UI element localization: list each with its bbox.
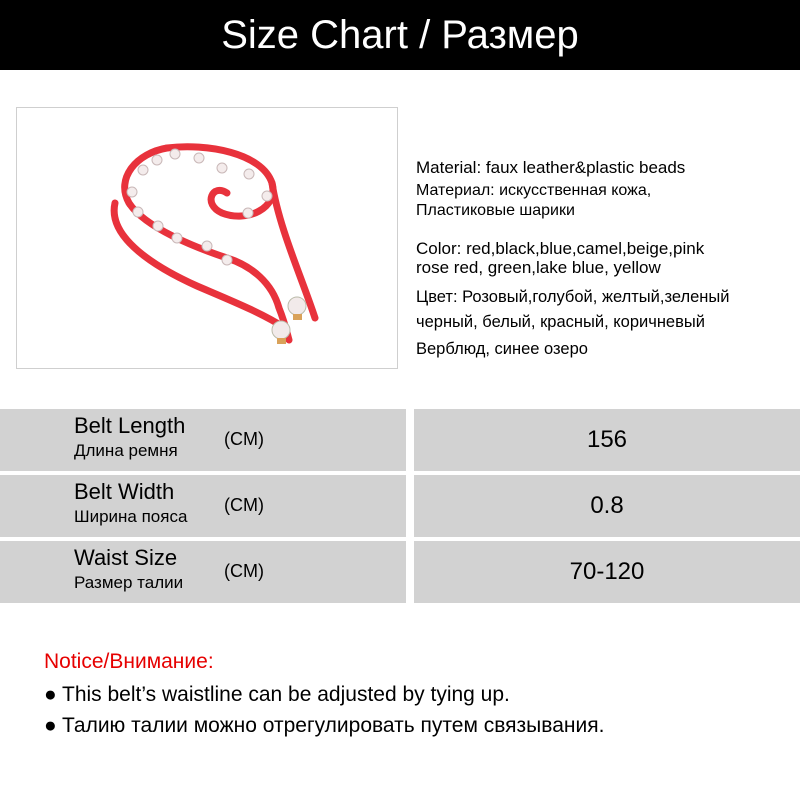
size-row-width (0, 475, 800, 537)
size-label-en: Belt Width (74, 479, 175, 504)
size-label-cell (0, 475, 406, 537)
material-en: Material: faux leather&plastic beads (416, 158, 686, 177)
notice-text-ru: Талию талии можно отрегулировать путем связывания. (62, 714, 605, 737)
size-unit: (CM) (224, 561, 264, 581)
notice-line-en (44, 683, 510, 707)
bullet-icon: ● (44, 683, 57, 706)
color-ru-2: черный, белый, красный, коричневый (416, 313, 705, 331)
size-label-en: Belt Length (74, 413, 186, 438)
size-value: 70-120 (414, 541, 800, 603)
notice-line-ru (44, 714, 604, 738)
color-ru-1: Цвет: Розовый,голубой, желтый,зеленый (416, 288, 730, 306)
size-unit: (CM) (224, 495, 264, 515)
color-ru-3: Верблюд, синее озеро (416, 340, 588, 358)
color-en-1: Color: red,black,blue,camel,beige,pink (416, 239, 705, 258)
product-image (16, 107, 398, 369)
size-value: 0.8 (414, 475, 800, 537)
bullet-icon: ● (44, 714, 57, 737)
size-row-length (0, 409, 800, 471)
size-row-waist (0, 541, 800, 603)
size-label-en: Waist Size (74, 545, 178, 570)
size-value: 156 (414, 409, 800, 471)
belt-illustration (17, 108, 397, 368)
page-title: Size Chart / Размер (221, 12, 579, 57)
size-label-ru: Размер талии (74, 573, 184, 592)
notice-title: Notice/Внимание: (44, 650, 214, 673)
material-ru-2: Пластиковые шарики (416, 202, 575, 219)
page-title-bar (0, 0, 800, 70)
size-label-ru: Ширина пояса (74, 507, 188, 526)
size-label-cell (0, 409, 406, 471)
notice-text-en: This belt’s waistline can be adjusted by tying up. (62, 683, 510, 706)
size-label-ru: Длина ремня (74, 441, 178, 460)
material-ru-1: Материал: искусственная кожа, (416, 182, 652, 199)
color-en-2: rose red, green,lake blue, yellow (416, 258, 661, 277)
size-label-cell (0, 541, 406, 603)
size-unit: (CM) (224, 429, 264, 449)
